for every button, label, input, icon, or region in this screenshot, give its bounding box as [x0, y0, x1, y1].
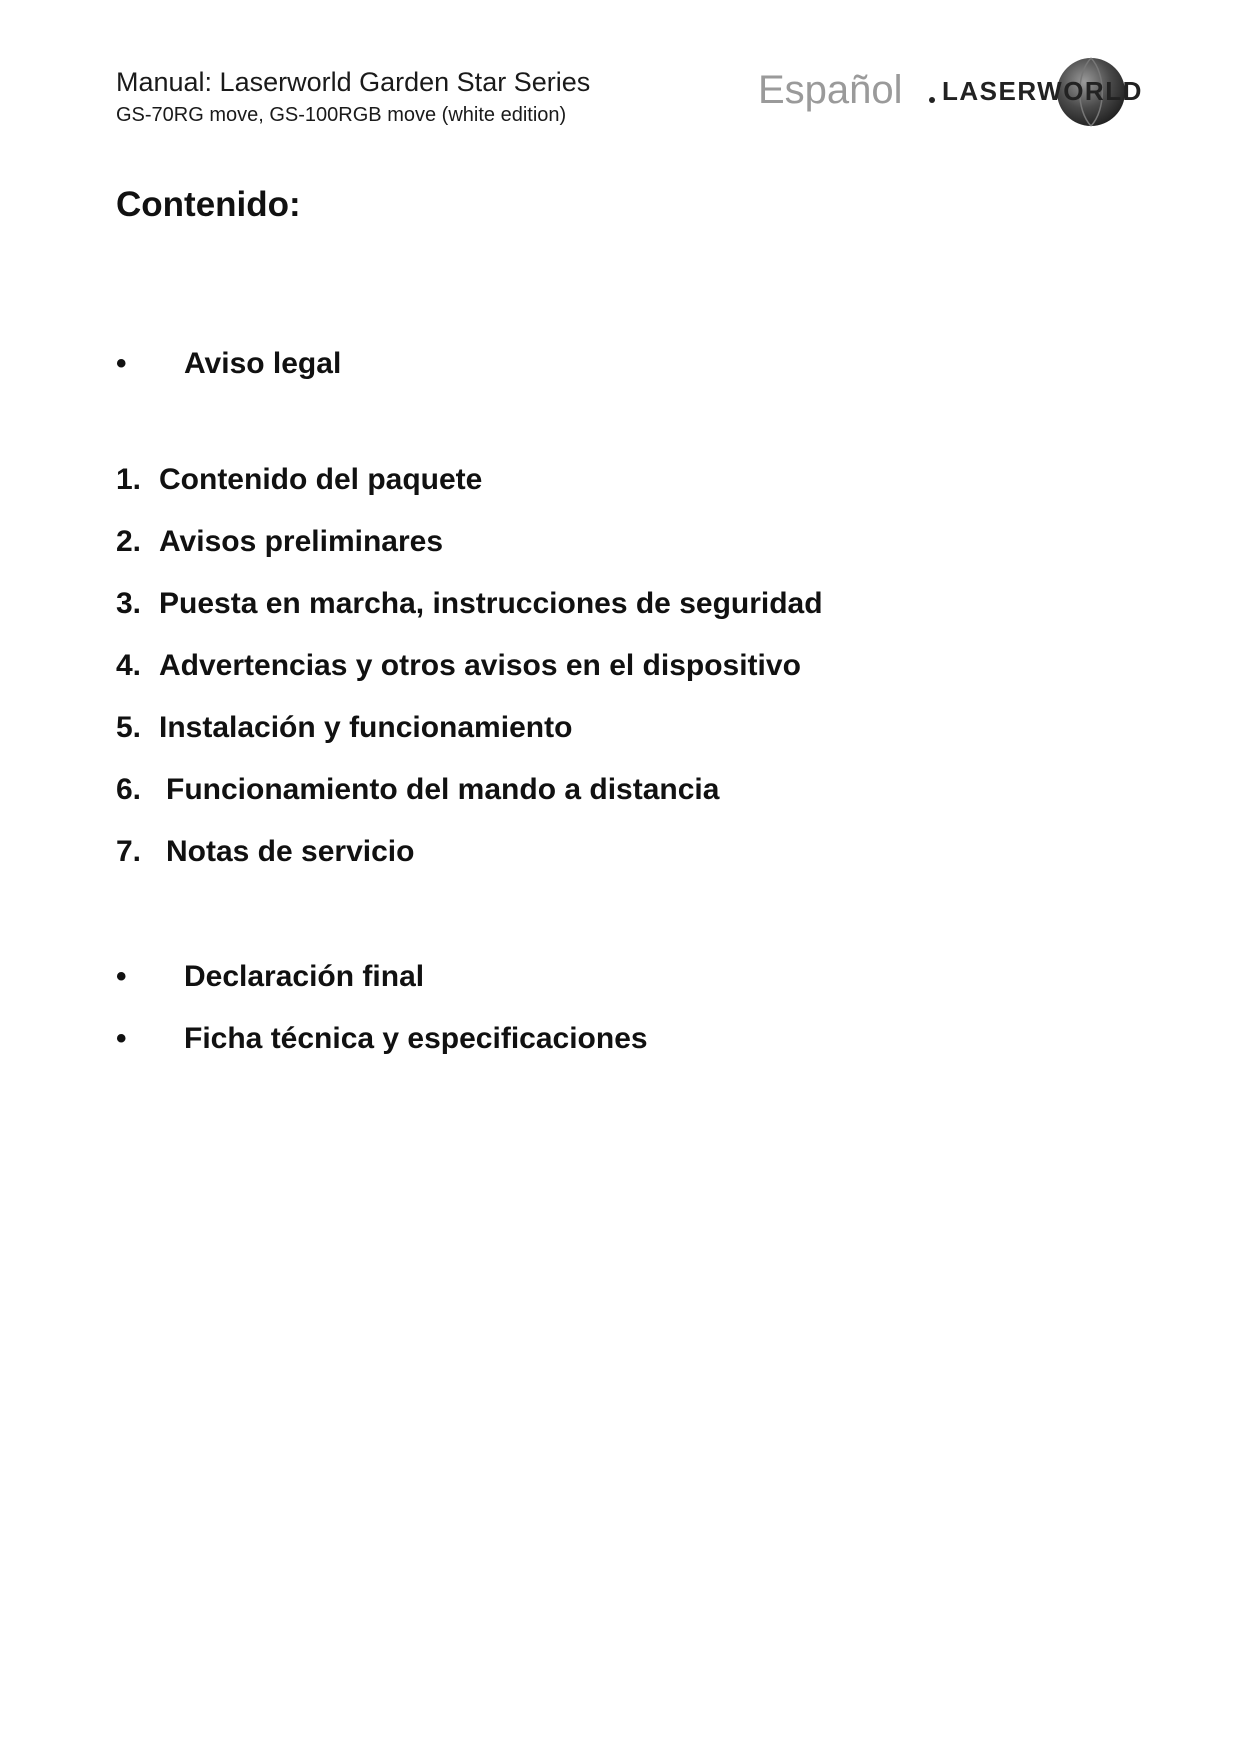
toc-item-label: Avisos preliminares — [159, 525, 444, 558]
toc-item-label: Notas de servicio — [166, 835, 415, 868]
toc-item-number: 6. — [116, 773, 142, 806]
toc-item-number: 7. — [116, 835, 142, 868]
manual-title: Manual: Laserworld Garden Star Series — [116, 67, 591, 97]
laserworld-logo — [928, 54, 1188, 132]
toc-item-label: Ficha técnica y especificaciones — [184, 1022, 648, 1055]
language-label: Español — [758, 68, 903, 112]
bullet-icon: • — [116, 960, 127, 993]
bullet-icon: • — [116, 347, 127, 380]
logo-dot — [929, 97, 935, 103]
toc-item-label: Aviso legal — [184, 347, 342, 380]
toc-item-label: Instalación y funcionamiento — [159, 711, 573, 744]
toc-item-label: Advertencias y otros avisos en el dispositivo — [159, 649, 801, 682]
toc-item-label: Contenido del paquete — [159, 463, 483, 496]
toc-item-label: Funcionamiento del mando a distancia — [166, 773, 720, 806]
toc-item-number: 5. — [116, 711, 142, 744]
toc-item-number: 4. — [116, 649, 142, 682]
logo-wordmark: LASERWORLD — [942, 76, 1143, 106]
toc-item-label: Declaración final — [184, 960, 425, 993]
toc-item-number: 3. — [116, 587, 142, 620]
toc-item-number: 1. — [116, 463, 142, 496]
toc-item-label: Puesta en marcha, instrucciones de seguridad — [159, 587, 823, 620]
toc-heading: Contenido: — [116, 185, 301, 224]
toc-item-number: 2. — [116, 525, 142, 558]
manual-subtitle: GS-70RG move, GS-100RGB move (white edition) — [116, 104, 567, 126]
bullet-icon: • — [116, 1022, 127, 1055]
